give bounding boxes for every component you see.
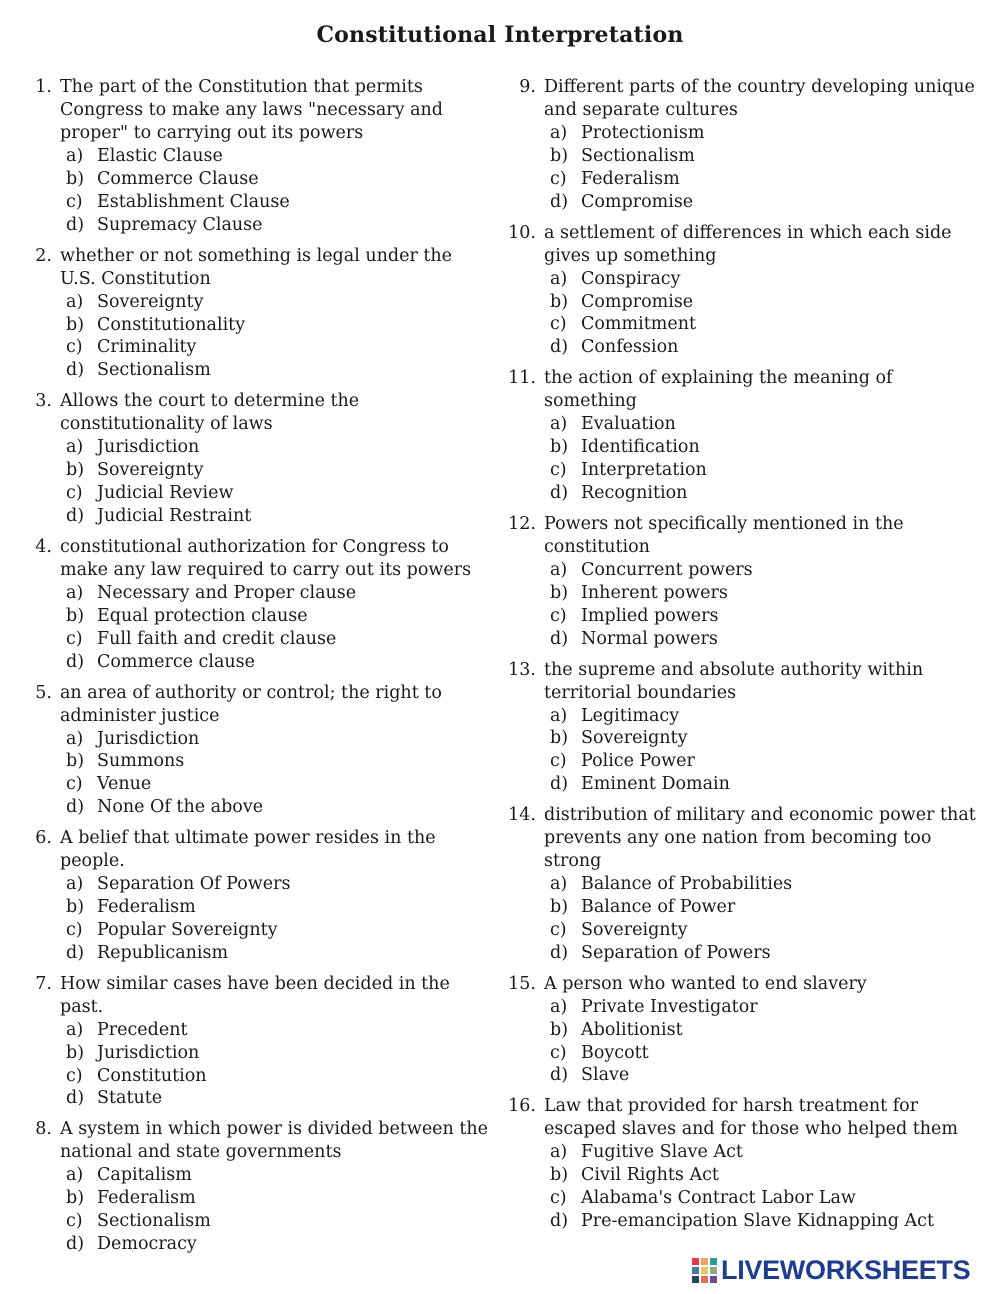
- question-text: distribution of military and economic power that prevents any one nation from becoming too strong: [544, 805, 976, 872]
- question-stem: [22, 973, 492, 1019]
- option-text: Compromise: [581, 191, 694, 212]
- answer-option[interactable]: [550, 1210, 982, 1233]
- logo-grid-icon: [692, 1258, 717, 1283]
- option-letter: d): [550, 942, 569, 963]
- option-text: Criminality: [97, 337, 197, 358]
- option-letter: c): [550, 460, 567, 481]
- question-stem: [506, 513, 982, 559]
- option-text: Capitalism: [97, 1165, 192, 1186]
- question-number: 13.: [508, 659, 536, 680]
- question-number: 15.: [508, 973, 536, 994]
- question-number: 8.: [35, 1119, 52, 1140]
- answer-option[interactable]: [66, 942, 492, 965]
- answer-option[interactable]: [550, 268, 982, 291]
- logo-tile: [692, 1267, 699, 1274]
- option-text: Equal protection clause: [97, 605, 308, 626]
- logo-tile: [701, 1258, 708, 1265]
- answer-options: [506, 413, 982, 505]
- answer-option[interactable]: [66, 336, 492, 359]
- answer-option[interactable]: [550, 1187, 982, 1210]
- answer-option[interactable]: [66, 919, 492, 942]
- question-text: whether or not something is legal under the U.S. Constitution: [60, 245, 453, 289]
- answer-option[interactable]: [66, 1164, 492, 1187]
- question-block: [22, 1118, 492, 1256]
- question-text: a settlement of differences in which each side gives up something: [544, 222, 952, 266]
- question-number: 2.: [35, 245, 52, 266]
- option-letter: a): [550, 559, 568, 580]
- question-number: 7.: [35, 973, 52, 994]
- option-letter: d): [66, 360, 85, 381]
- question-stem: [506, 804, 982, 873]
- answer-option[interactable]: [66, 314, 492, 337]
- question-text: an area of authority or control; the right to administer justice: [60, 682, 442, 726]
- answer-option[interactable]: [550, 873, 982, 896]
- answer-option[interactable]: [66, 1087, 492, 1110]
- option-letter: b): [66, 460, 85, 481]
- option-letter: c): [550, 919, 567, 940]
- question-block: [22, 245, 492, 383]
- question-text: Different parts of the country developing unique and separate cultures: [544, 77, 975, 120]
- option-text: Evaluation: [581, 414, 676, 435]
- answer-option[interactable]: [550, 919, 982, 942]
- answer-options: [506, 705, 982, 797]
- question-stem: [22, 1118, 492, 1164]
- option-letter: d): [550, 191, 569, 212]
- option-text: Necessary and Proper clause: [97, 582, 357, 603]
- option-text: Sovereignty: [581, 728, 688, 749]
- option-text: Republicanism: [97, 942, 229, 963]
- option-letter: a): [66, 874, 84, 895]
- question-number: 11.: [508, 368, 536, 389]
- answer-option[interactable]: [550, 145, 982, 168]
- option-letter: a): [550, 414, 568, 435]
- option-text: Democracy: [97, 1234, 197, 1255]
- option-letter: a): [66, 1165, 84, 1186]
- question-text: How similar cases have been decided in the past.: [60, 973, 450, 1017]
- option-text: Civil Rights Act: [581, 1165, 719, 1186]
- answer-option[interactable]: [550, 996, 982, 1019]
- logo-tile: [701, 1276, 708, 1283]
- option-letter: b): [550, 145, 569, 166]
- answer-option[interactable]: [550, 313, 982, 336]
- option-letter: a): [66, 1019, 84, 1040]
- question-stem: [506, 222, 982, 268]
- answer-option[interactable]: [550, 896, 982, 919]
- right-question-column: [506, 76, 982, 1241]
- option-text: Sovereignty: [581, 919, 688, 940]
- question-number: 1.: [35, 77, 52, 97]
- option-text: Separation of Powers: [581, 942, 771, 963]
- option-letter: d): [66, 214, 85, 235]
- option-text: Separation Of Powers: [97, 874, 291, 895]
- option-letter: b): [550, 582, 569, 603]
- option-text: Boycott: [581, 1042, 649, 1063]
- question-block: [506, 1095, 982, 1233]
- answer-option[interactable]: [66, 482, 492, 505]
- answer-option[interactable]: [66, 796, 492, 819]
- answer-option[interactable]: [66, 628, 492, 651]
- question-stem: [506, 76, 982, 122]
- option-text: Alabama's Contract Labor Law: [581, 1188, 856, 1209]
- option-letter: c): [66, 337, 83, 358]
- option-text: Confession: [581, 337, 679, 358]
- answer-option[interactable]: [66, 191, 492, 214]
- answer-option[interactable]: [550, 336, 982, 359]
- answer-option[interactable]: [66, 773, 492, 796]
- option-text: Sectionalism: [97, 1211, 211, 1232]
- option-text: Private Investigator: [581, 996, 758, 1017]
- answer-option[interactable]: [66, 291, 492, 314]
- option-text: Fugitive Slave Act: [581, 1142, 743, 1163]
- answer-option[interactable]: [550, 436, 982, 459]
- answer-option[interactable]: [550, 1042, 982, 1065]
- option-letter: c): [550, 751, 567, 772]
- option-letter: c): [550, 1042, 567, 1063]
- answer-options: [22, 873, 492, 965]
- option-text: Conspiracy: [581, 268, 681, 289]
- question-stem: [506, 973, 982, 996]
- answer-option[interactable]: [66, 168, 492, 191]
- option-letter: c): [550, 1188, 567, 1209]
- answer-options: [506, 873, 982, 965]
- answer-option[interactable]: [550, 1064, 982, 1087]
- option-text: None Of the above: [97, 797, 264, 818]
- option-text: Jurisdiction: [97, 437, 200, 458]
- option-letter: a): [550, 874, 568, 895]
- option-letter: a): [550, 705, 568, 726]
- left-question-column: [22, 76, 492, 1264]
- answer-options: [506, 996, 982, 1088]
- answer-option[interactable]: [550, 1141, 982, 1164]
- option-letter: d): [66, 505, 85, 526]
- question-stem: [506, 1095, 982, 1141]
- answer-options: [506, 1141, 982, 1233]
- option-letter: b): [66, 751, 85, 772]
- option-text: Judicial Restraint: [97, 505, 252, 526]
- option-text: Popular Sovereignty: [97, 919, 278, 940]
- option-text: Jurisdiction: [97, 1042, 200, 1063]
- logo-tile: [692, 1276, 699, 1283]
- answer-option[interactable]: [66, 582, 492, 605]
- option-letter: c): [66, 191, 83, 212]
- answer-option[interactable]: [550, 191, 982, 214]
- answer-option[interactable]: [550, 942, 982, 965]
- question-stem: [22, 827, 492, 873]
- option-text: Constitutionality: [97, 314, 246, 335]
- answer-option[interactable]: [550, 582, 982, 605]
- option-letter: a): [66, 728, 84, 749]
- answer-options: [22, 1019, 492, 1111]
- answer-option[interactable]: [66, 436, 492, 459]
- answer-option[interactable]: [550, 122, 982, 145]
- question-text: the supreme and absolute authority within territorial boundaries: [544, 659, 924, 703]
- option-text: Supremacy Clause: [97, 214, 263, 235]
- option-text: Elastic Clause: [97, 146, 223, 166]
- option-letter: c): [66, 1211, 83, 1232]
- answer-options: [22, 728, 492, 820]
- logo-tile: [701, 1267, 708, 1274]
- question-text: Powers not specifically mentioned in the constitution: [544, 513, 904, 557]
- option-letter: b): [550, 1165, 569, 1186]
- question-text: A belief that ultimate power resides in the people.: [60, 828, 436, 872]
- option-letter: b): [550, 1019, 569, 1040]
- liveworksheets-logo: [692, 1253, 970, 1287]
- option-letter: d): [66, 651, 85, 672]
- option-letter: a): [550, 996, 568, 1017]
- option-letter: c): [66, 774, 83, 795]
- question-number: 4.: [35, 536, 52, 557]
- option-letter: b): [66, 314, 85, 335]
- option-text: Constitution: [97, 1065, 207, 1086]
- answer-option[interactable]: [550, 168, 982, 191]
- question-number: 16.: [508, 1096, 536, 1117]
- option-letter: d): [550, 337, 569, 358]
- option-letter: b): [66, 605, 85, 626]
- answer-option[interactable]: [66, 651, 492, 674]
- answer-option[interactable]: [66, 605, 492, 628]
- question-text: Law that provided for harsh treatment for escaped slaves and for those who helped them: [544, 1096, 958, 1140]
- logo-tile: [710, 1258, 717, 1265]
- option-text: Implied powers: [581, 605, 719, 626]
- question-number: 14.: [508, 805, 536, 826]
- option-letter: c): [66, 919, 83, 940]
- question-stem: [22, 245, 492, 291]
- logo-text: LIVEWORKSHEETS: [721, 1254, 971, 1285]
- question-block: [506, 76, 982, 214]
- answer-options: [506, 122, 982, 214]
- answer-option[interactable]: [66, 896, 492, 919]
- option-text: Establishment Clause: [97, 191, 290, 212]
- answer-option[interactable]: [550, 605, 982, 628]
- option-letter: b): [550, 437, 569, 458]
- question-block: [506, 222, 982, 360]
- option-text: Jurisdiction: [97, 728, 200, 749]
- option-text: Interpretation: [581, 460, 707, 481]
- answer-option[interactable]: [550, 459, 982, 482]
- answer-option[interactable]: [550, 1019, 982, 1042]
- question-block: [506, 973, 982, 1088]
- option-letter: a): [66, 146, 84, 166]
- question-text: Allows the court to determine the constitutionality of laws: [60, 391, 360, 435]
- option-letter: d): [66, 1088, 85, 1109]
- option-letter: c): [66, 483, 83, 504]
- option-text: Summons: [97, 751, 185, 772]
- answer-option[interactable]: [66, 214, 492, 237]
- answer-option[interactable]: [66, 750, 492, 773]
- option-letter: a): [550, 268, 568, 289]
- question-block: [22, 827, 492, 965]
- option-text: Federalism: [97, 897, 196, 918]
- answer-option[interactable]: [550, 750, 982, 773]
- option-text: Venue: [97, 774, 152, 795]
- option-text: Commerce Clause: [97, 168, 259, 189]
- option-letter: d): [66, 1234, 85, 1255]
- question-block: [506, 513, 982, 651]
- answer-option[interactable]: [550, 727, 982, 750]
- question-block: [506, 659, 982, 797]
- option-letter: d): [66, 942, 85, 963]
- answer-options: [22, 291, 492, 383]
- answer-option[interactable]: [550, 773, 982, 796]
- answer-option[interactable]: [550, 628, 982, 651]
- question-text: constitutional authorization for Congress to make any law required to carry out its powers: [60, 536, 472, 580]
- question-stem: [22, 536, 492, 582]
- option-text: Normal powers: [581, 628, 718, 649]
- answer-option[interactable]: [66, 728, 492, 751]
- option-letter: a): [66, 291, 84, 312]
- option-letter: c): [550, 168, 567, 189]
- question-stem: [506, 367, 982, 413]
- question-text: The part of the Constitution that permits Congress to make any laws "necessary and proper" to carrying out its powers: [60, 77, 443, 143]
- question-text: A person who wanted to end slavery: [544, 973, 867, 994]
- answer-options: [22, 1164, 492, 1256]
- option-text: Balance of Power: [581, 897, 736, 918]
- question-block: [22, 682, 492, 820]
- option-text: Protectionism: [581, 123, 705, 143]
- question-block: [506, 804, 982, 965]
- answer-option[interactable]: [550, 559, 982, 582]
- question-number: 12.: [508, 513, 536, 534]
- option-letter: b): [66, 168, 85, 189]
- option-text: Identification: [581, 437, 700, 458]
- option-text: Inherent powers: [581, 582, 728, 603]
- option-text: Concurrent powers: [581, 559, 753, 580]
- answer-option[interactable]: [550, 705, 982, 728]
- question-number: 5.: [35, 682, 52, 703]
- option-text: Compromise: [581, 291, 694, 312]
- option-letter: d): [550, 1211, 569, 1232]
- option-text: Balance of Probabilities: [581, 874, 793, 895]
- question-block: [22, 76, 492, 237]
- option-letter: b): [66, 1188, 85, 1209]
- question-stem: [506, 659, 982, 705]
- option-letter: c): [66, 628, 83, 649]
- option-letter: b): [66, 897, 85, 918]
- answer-option[interactable]: [66, 145, 492, 168]
- question-stem: [22, 682, 492, 728]
- option-letter: a): [66, 582, 84, 603]
- question-stem: [22, 76, 492, 145]
- logo-tile: [710, 1276, 717, 1283]
- option-text: Sovereignty: [97, 291, 204, 312]
- answer-option[interactable]: [66, 505, 492, 528]
- answer-option[interactable]: [550, 482, 982, 505]
- option-text: Slave: [581, 1065, 630, 1086]
- answer-option[interactable]: [550, 1164, 982, 1187]
- option-text: Eminent Domain: [581, 774, 730, 795]
- option-letter: b): [550, 291, 569, 312]
- option-text: Pre-emancipation Slave Kidnapping Act: [581, 1211, 935, 1232]
- option-text: Commitment: [581, 314, 696, 335]
- question-number: 6.: [35, 828, 52, 849]
- question-text: the action of explaining the meaning of something: [544, 368, 893, 412]
- answer-option[interactable]: [66, 1042, 492, 1065]
- option-text: Legitimacy: [581, 705, 680, 726]
- answer-option[interactable]: [66, 459, 492, 482]
- question-block: [22, 390, 492, 528]
- question-number: 3.: [35, 391, 52, 412]
- worksheet-title: Constitutional Interpretation: [316, 22, 684, 48]
- answer-option[interactable]: [66, 1187, 492, 1210]
- question-block: [22, 973, 492, 1111]
- option-text: Statute: [97, 1088, 163, 1109]
- option-text: Sovereignty: [97, 460, 204, 481]
- logo-tile: [710, 1267, 717, 1274]
- option-letter: d): [66, 797, 85, 818]
- answer-option[interactable]: [66, 359, 492, 382]
- option-text: Sectionalism: [97, 360, 211, 381]
- option-letter: a): [550, 1142, 568, 1163]
- option-text: Federalism: [97, 1188, 196, 1209]
- answer-option[interactable]: [550, 413, 982, 436]
- option-letter: b): [550, 728, 569, 749]
- answer-options: [506, 268, 982, 360]
- option-text: Sectionalism: [581, 145, 695, 166]
- option-letter: d): [550, 774, 569, 795]
- answer-options: [22, 582, 492, 674]
- option-letter: d): [550, 1065, 569, 1086]
- option-letter: d): [550, 482, 569, 503]
- option-text: Recognition: [581, 482, 688, 503]
- question-number: 10.: [508, 222, 536, 243]
- answer-option[interactable]: [66, 1210, 492, 1233]
- answer-options: [506, 559, 982, 651]
- option-text: Abolitionist: [581, 1019, 683, 1040]
- option-letter: b): [66, 1042, 85, 1063]
- answer-options: [22, 436, 492, 528]
- option-text: Judicial Review: [97, 483, 234, 504]
- option-text: Full faith and credit clause: [97, 628, 337, 649]
- option-letter: a): [66, 437, 84, 458]
- question-block: [506, 367, 982, 505]
- option-text: Police Power: [581, 751, 695, 772]
- answer-option[interactable]: [66, 873, 492, 896]
- answer-option[interactable]: [66, 1019, 492, 1042]
- answer-options: [22, 145, 492, 237]
- answer-option[interactable]: [550, 291, 982, 314]
- question-number: 9.: [519, 77, 536, 97]
- option-letter: d): [550, 628, 569, 649]
- option-letter: a): [550, 123, 568, 143]
- option-text: Precedent: [97, 1019, 188, 1040]
- option-text: Federalism: [581, 168, 680, 189]
- question-text: A system in which power is divided between the national and state governments: [60, 1119, 489, 1163]
- question-stem: [22, 390, 492, 436]
- option-letter: c): [550, 314, 567, 335]
- option-letter: b): [550, 897, 569, 918]
- answer-option[interactable]: [66, 1233, 492, 1256]
- option-letter: c): [66, 1065, 83, 1086]
- option-text: Commerce clause: [97, 651, 255, 672]
- logo-tile: [692, 1258, 699, 1265]
- answer-option[interactable]: [66, 1065, 492, 1088]
- question-block: [22, 536, 492, 674]
- option-letter: c): [550, 605, 567, 626]
